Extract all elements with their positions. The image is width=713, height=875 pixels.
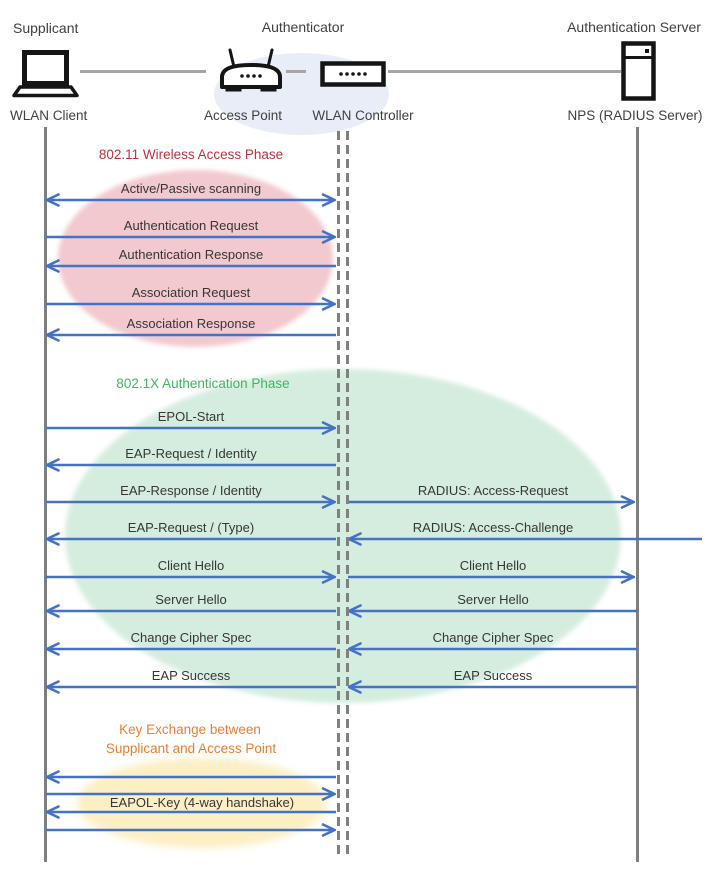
access-point-label: Access Point	[203, 108, 283, 123]
message-arrow-eap-request-type	[46, 532, 336, 551]
link-controller-server	[388, 70, 621, 73]
message-label: EAP-Response / Identity	[120, 483, 262, 498]
authenticator-role-label: Authenticator	[261, 19, 345, 35]
message-arrow-unlabeled-22	[46, 805, 336, 824]
message-label: EAP-Request / (Type)	[127, 520, 255, 535]
nps-radius-server-label: NPS (RADIUS Server)	[567, 108, 703, 123]
message-label: Association Request	[131, 285, 251, 300]
phase1-title: 802.11 Wireless Access Phase	[98, 147, 284, 162]
message-label: Server Hello	[155, 592, 227, 607]
message-arrow-client-hello	[46, 570, 336, 589]
message-arrow-radius-access-challenge	[348, 532, 702, 551]
link-ap-controller	[286, 70, 306, 73]
message-arrow-eap-response-identity	[46, 495, 336, 514]
message-label: Authentication Response	[118, 247, 264, 262]
message-label: EPOL-Start	[157, 409, 225, 424]
message-arrow-eap-success	[348, 680, 637, 699]
message-label: Change Cipher Spec	[432, 630, 554, 645]
message-arrow-association-request	[46, 297, 336, 316]
message-label: Association Response	[126, 316, 256, 331]
message-arrow-epol-start	[46, 421, 336, 440]
eapol-key-label: EAPOL-Key (4-way handshake)	[109, 795, 295, 810]
message-arrow-eap-request-identity	[46, 458, 336, 477]
access-point-icon	[219, 46, 283, 94]
phase2-title: 802.1X Authentication Phase	[116, 376, 290, 391]
authenticator-lifeline-dash-1	[337, 131, 340, 856]
server-lifeline	[636, 127, 639, 862]
message-label: Client Hello	[157, 558, 225, 573]
message-arrow-eap-success	[46, 680, 336, 699]
message-arrow-active-passive-scanning	[46, 193, 336, 212]
message-arrow-authentication-response	[46, 259, 336, 278]
message-label: Server Hello	[457, 592, 529, 607]
wlan-client-label: WLAN Client	[10, 108, 88, 123]
server-icon	[620, 41, 658, 101]
message-arrow-server-hello	[46, 604, 336, 623]
laptop-icon	[10, 50, 80, 98]
message-label: Change Cipher Spec	[130, 630, 252, 645]
phase3-title-line1: Key Exchange between	[119, 722, 261, 737]
message-label: RADIUS: Access-Challenge	[412, 520, 574, 535]
message-label: EAP Success	[453, 668, 533, 683]
message-label: RADIUS: Access-Request	[417, 483, 569, 498]
message-arrow-change-cipher-spec	[348, 642, 637, 661]
message-label: Authentication Request	[123, 218, 259, 233]
message-arrow-unlabeled-23	[46, 823, 336, 842]
message-arrow-association-response	[46, 328, 336, 347]
message-arrow-authentication-request	[46, 230, 336, 249]
message-label: Active/Passive scanning	[120, 181, 262, 196]
phase3-title-line2: Supplicant and Access Point	[105, 741, 277, 756]
wlan-controller-icon	[320, 61, 386, 87]
message-label: EAP-Request / Identity	[125, 446, 257, 461]
message-label: EAP Success	[151, 668, 231, 683]
supplicant-role-label: Supplicant	[13, 20, 79, 36]
message-arrow-server-hello	[348, 604, 637, 623]
message-arrow-client-hello	[348, 570, 635, 589]
message-arrow-change-cipher-spec	[46, 642, 336, 661]
link-client-ap	[80, 70, 206, 73]
message-arrow-radius-access-request	[348, 495, 635, 514]
message-label: Client Hello	[459, 558, 527, 573]
message-arrow-unlabeled-20	[46, 787, 336, 806]
authenticator-lifeline-dash-2	[346, 131, 349, 856]
wlan-controller-label: WLAN Controller	[312, 108, 414, 123]
auth-server-role-label: Authentication Server	[567, 19, 701, 35]
